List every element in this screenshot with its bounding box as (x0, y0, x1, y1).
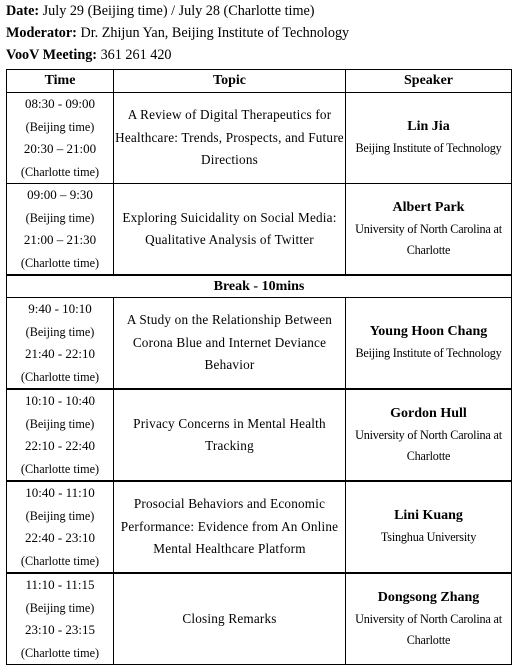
charlotte-zone: (Charlotte time) (20, 255, 100, 270)
session-row (7, 481, 512, 573)
beijing-time: 09:00 – 9:30 (27, 187, 93, 202)
session-topic (114, 93, 346, 184)
date-label: Date: (6, 3, 40, 19)
speaker-affiliation: University of North Carolina at Charlotte (355, 221, 502, 257)
speaker-affiliation: Beijing Institute of Technology (355, 346, 502, 361)
charlotte-time: 23:10 - 23:15 (24, 622, 96, 637)
session-row (7, 389, 512, 481)
topic-title: Privacy Concerns in Mental Health Tracking (133, 415, 326, 453)
schedule-table (6, 69, 512, 665)
meeting-id: 361 261 420 (97, 47, 172, 63)
column-header-speaker: Speaker (346, 70, 512, 93)
session-topic (114, 389, 346, 481)
table-header-row (7, 70, 512, 93)
break-label: Break - 10mins (7, 275, 512, 298)
beijing-zone: (Beijing time) (25, 210, 95, 225)
speaker-name: Lin Jia (407, 119, 450, 135)
date-value: July 29 (Beijing time) / July 28 (Charlotte time) (39, 3, 315, 19)
beijing-time: 11:10 - 11:15 (25, 577, 95, 592)
session-speaker (346, 93, 512, 184)
session-speaker (346, 298, 512, 390)
charlotte-zone: (Charlotte time) (20, 461, 100, 476)
beijing-zone: (Beijing time) (25, 416, 95, 431)
speaker-affiliation: University of North Carolina at Charlotte (355, 427, 502, 463)
beijing-time: 10:40 - 11:10 (25, 485, 95, 500)
charlotte-time: 20:30 – 21:00 (23, 141, 97, 156)
topic-title: Closing Remarks (182, 610, 277, 626)
session-topic (114, 298, 346, 390)
session-row (7, 573, 512, 665)
speaker-name: Dongsong Zhang (377, 589, 480, 605)
session-time (7, 93, 114, 184)
session-time (7, 481, 114, 573)
topic-title: A Review of Digital Therapeutics for Healthcare: Trends, Prospects, and Future Directions (115, 107, 344, 168)
charlotte-time: 22:40 - 23:10 (24, 530, 96, 545)
charlotte-zone: (Charlotte time) (20, 164, 100, 179)
date-line (6, 0, 511, 22)
charlotte-zone: (Charlotte time) (20, 553, 100, 568)
session-topic (114, 184, 346, 276)
topic-title: A Study on the Relationship Between Corona Blue and Internet Deviance Behavior (126, 312, 333, 373)
speaker-name: Young Hoon Chang (369, 324, 488, 340)
moderator-line (6, 22, 511, 44)
session-row (7, 184, 512, 276)
session-speaker (346, 481, 512, 573)
speaker-name: Lini Kuang (394, 508, 463, 524)
charlotte-zone: (Charlotte time) (20, 369, 100, 384)
beijing-zone: (Beijing time) (25, 119, 95, 134)
charlotte-time: 21:40 - 22:10 (24, 346, 96, 361)
meeting-line (6, 44, 511, 66)
beijing-zone: (Beijing time) (25, 600, 95, 615)
beijing-zone: (Beijing time) (25, 324, 95, 339)
session-row (7, 93, 512, 184)
topic-title: Prosocial Behaviors and Economic Performance: Evidence from An Online Mental Healthcare Platform (120, 496, 339, 557)
break-row (7, 275, 512, 298)
session-time (7, 298, 114, 390)
column-header-topic: Topic (114, 70, 346, 93)
session-time (7, 389, 114, 481)
charlotte-time: 22:10 - 22:40 (24, 438, 96, 453)
beijing-time: 9:40 - 10:10 (28, 301, 92, 316)
beijing-time: 08:30 - 09:00 (24, 96, 96, 111)
topic-title: Exploring Suicidality on Social Media: Qualitative Analysis of Twitter (122, 209, 337, 247)
session-time (7, 184, 114, 276)
moderator-label: Moderator: (6, 25, 77, 41)
session-time (7, 573, 114, 665)
speaker-affiliation: University of North Carolina at Charlotte (355, 611, 502, 647)
meeting-label: VooV Meeting: (6, 47, 98, 63)
speaker-affiliation: Tsinghua University (380, 530, 477, 545)
moderator-value: Dr. Zhijun Yan, Beijing Institute of Technology (76, 25, 350, 41)
speaker-name: Gordon Hull (390, 405, 467, 421)
speaker-name: Albert Park (392, 199, 465, 215)
beijing-time: 10:10 - 10:40 (24, 393, 96, 408)
beijing-zone: (Beijing time) (25, 508, 95, 523)
event-header (6, 0, 511, 66)
session-speaker (346, 184, 512, 276)
speaker-affiliation: Beijing Institute of Technology (355, 141, 502, 156)
session-topic (114, 573, 346, 665)
charlotte-time: 21:00 – 21:30 (23, 232, 97, 247)
session-row (7, 298, 512, 390)
session-speaker (346, 389, 512, 481)
session-topic (114, 481, 346, 573)
charlotte-zone: (Charlotte time) (20, 645, 100, 660)
session-speaker (346, 573, 512, 665)
column-header-time: Time (7, 70, 114, 93)
